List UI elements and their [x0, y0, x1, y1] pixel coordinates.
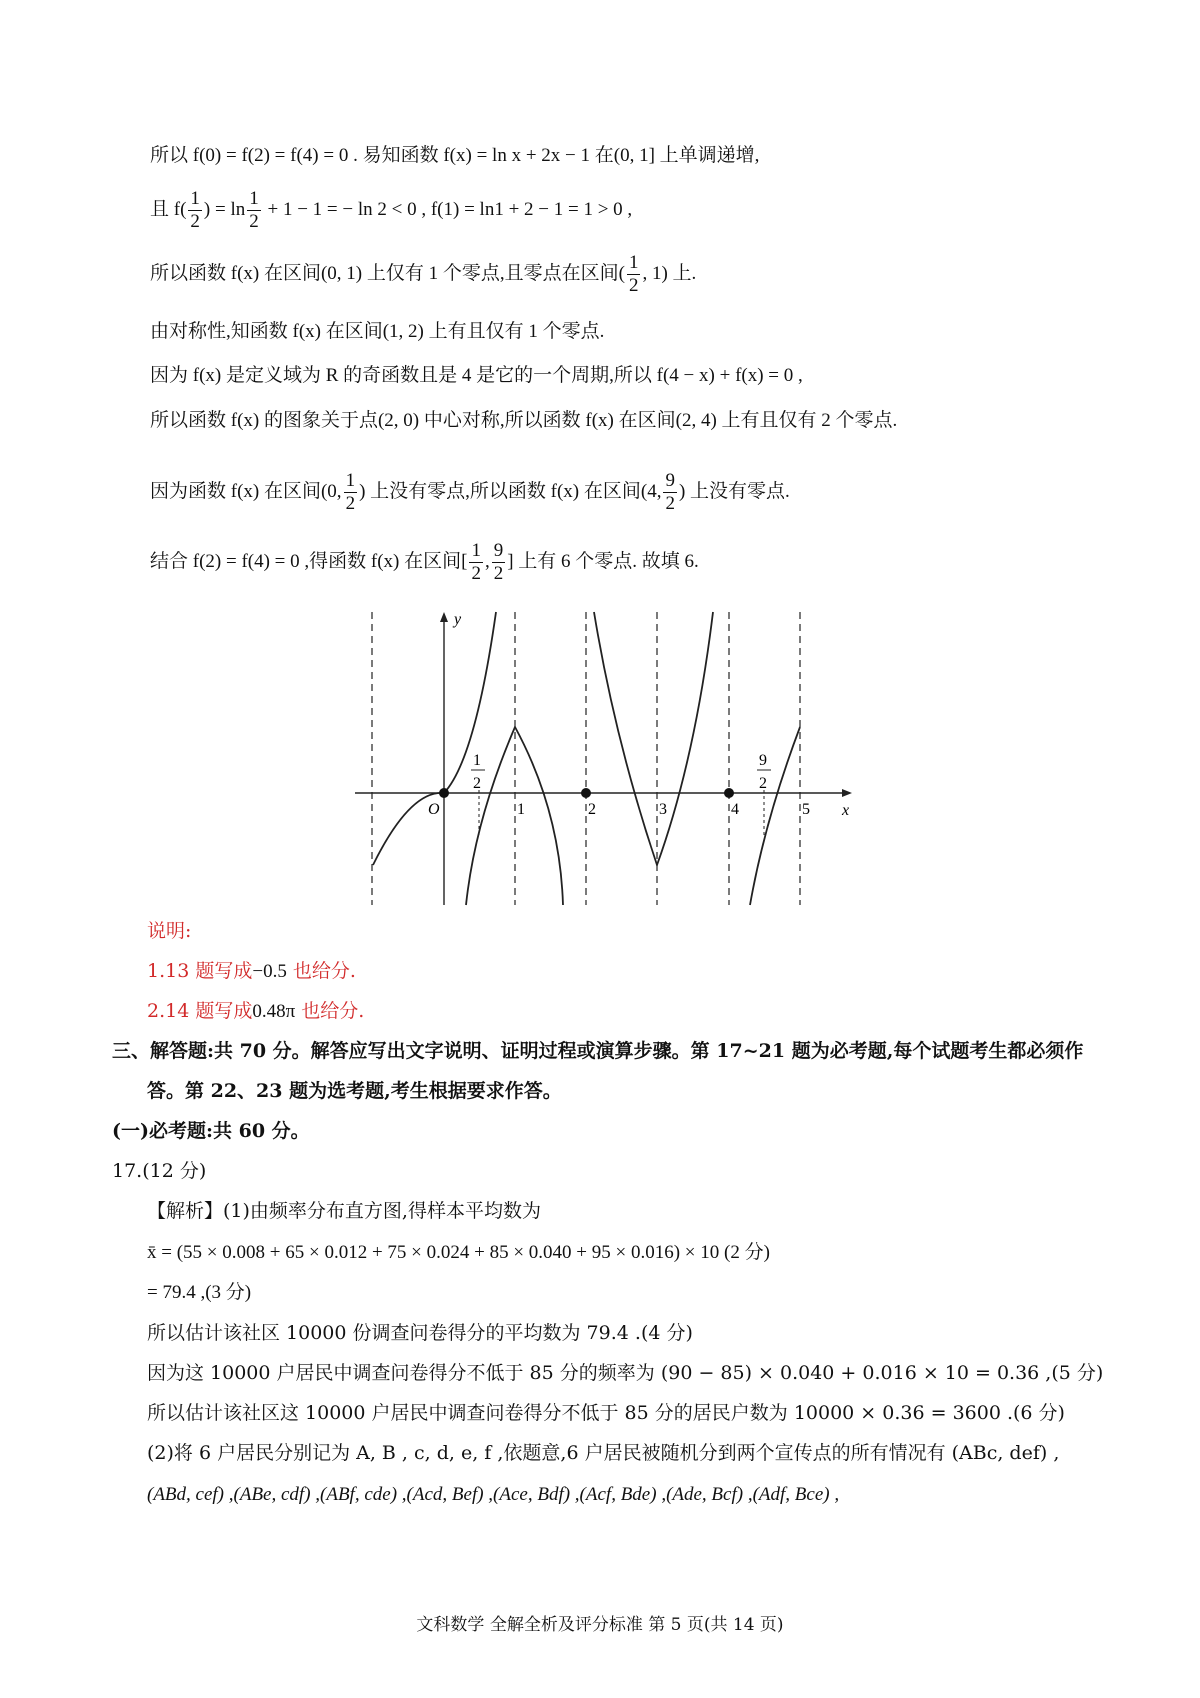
text-line-1: 所以 f(0) = f(2) = f(4) = 0 . 易知函数 f(x) = ln x + 2x − 1 在(0, 1] 上单调递增, [150, 145, 760, 166]
text-line-4: 由对称性,知函数 f(x) 在区间(1, 2) 上有且仅有 1 个零点. [150, 321, 605, 342]
x-axis-arrow [842, 789, 852, 797]
ninehalf-label-den: 2 [759, 775, 767, 792]
text-line-7 [150, 470, 790, 515]
text-segment: ) = ln [203, 198, 246, 220]
text-segment: 所以函数 f(x) 在区间(0, 1) 上仅有 1 个零点,且零点在区间( [150, 262, 625, 284]
tick-label-3: 3 [659, 801, 667, 818]
required-section-heading: (一)必考题:共 60 分。 [112, 1120, 310, 1142]
analysis-line: 【解析】(1)由频率分布直方图,得样本平均数为 [147, 1200, 541, 1222]
y-axis-label: y [454, 611, 462, 628]
fraction-half: $\frac{1}{2}$ [190, 188, 200, 232]
zero-point-0 [439, 788, 449, 798]
text-line-5: 因为 f(x) 是定义域为 R 的奇函数且是 4 是它的一个周期,所以 f(4 − x) + f(x) = 0 , [150, 365, 803, 386]
mean-result: = 79.4 ,(3 分) [147, 1282, 252, 1303]
text-line-3 [150, 252, 696, 297]
note-title: 说明: [147, 920, 192, 942]
text-segment: , 1) 上. [642, 262, 697, 284]
fraction-nine-half: $\frac{9}{2}$ [493, 540, 504, 584]
text-segment: ) 上没有零点,所以函数 f(x) 在区间(4, [359, 480, 662, 502]
asymptote-lines [372, 612, 800, 905]
tick-label-5: 5 [802, 801, 810, 818]
tick-label-2: 2 [588, 801, 596, 818]
text-segment: 且 f( [150, 198, 187, 220]
curve-branch-4 [750, 727, 800, 905]
fraction-half: $\frac{1}{2}$ [628, 252, 639, 296]
zero-point-4 [724, 788, 734, 798]
text-segment: ) 上没有零点. [678, 480, 790, 502]
section-three-heading: 三、解答题:共 70 分。解答应写出文字说明、证明过程或演算步骤。第 17~21 题为必考题,每个试题考生都必须作 [112, 1040, 1084, 1062]
question-17-label: 17.(12 分) [112, 1160, 207, 1182]
mean-equation: x̄ = (55 × 0.008 + 65 × 0.012 + 75 × 0.024 + 85 × 0.040 + 95 × 0.016) × 10 (2 分) [147, 1242, 770, 1263]
tick-label-1: 1 [517, 801, 525, 818]
text-segment: + 1 − 1 = − ln 2 < 0 , f(1) = ln1 + 2 − 1 = 1 > 0 , [262, 198, 633, 220]
solution-line-5: (ABd, cef) ,(ABe, cdf) ,(ABf, cde) ,(Acd, Bef) ,(Ace, Bdf) ,(Acf, Bde) ,(Ade, Bcf) ,(Adf, Bce) , [147, 1484, 840, 1505]
y-axis-arrow [440, 612, 448, 622]
fraction-half: $\frac{1}{2}$ [345, 470, 356, 514]
zero-point-2 [581, 788, 591, 798]
fraction-nine-half: $\frac{9}{2}$ [665, 470, 675, 514]
curve-branch-1 [373, 612, 496, 865]
text-segment: ] 上有 6 个零点. 故填 6. [507, 550, 699, 572]
tick-label-4: 4 [731, 801, 739, 818]
solution-line-1: 所以估计该社区 10000 份调查问卷得分的平均数为 79.4 .(4 分) [147, 1322, 693, 1344]
text-segment: 结合 f(2) = f(4) = 0 ,得函数 f(x) 在区间[ [150, 550, 468, 572]
origin-label: O [428, 801, 440, 818]
text-line-2 [150, 188, 632, 233]
text-line-8 [150, 540, 699, 585]
note-item-2: 2.14 题写成0.48π 也给分. [147, 1000, 365, 1022]
solution-line-3: 所以估计该社区这 10000 户居民中调查问卷得分不低于 85 分的居民户数为 10000 × 0.36 = 3600 .(6 分) [147, 1402, 1065, 1424]
section-three-heading-cont: 答。第 22、23 题为选考题,考生根据要求作答。 [147, 1080, 562, 1102]
curve-branch-3 [594, 612, 713, 865]
fraction-half: $\frac{1}{2}$ [471, 540, 481, 584]
text-line-6: 所以函数 f(x) 的图象关于点(2, 0) 中心对称,所以函数 f(x) 在区间(2, 4) 上有且仅有 2 个零点. [150, 410, 898, 431]
text-segment: 因为函数 f(x) 在区间(0, [150, 480, 342, 502]
fraction-half: $\frac{1}{2}$ [249, 188, 259, 232]
page-footer: 文科数学 全解全析及评分标准 第 5 页(共 14 页) [416, 1615, 784, 1635]
half-label-den: 2 [473, 775, 481, 792]
text-segment: , [484, 550, 490, 572]
note-item-1: 1.13 题写成−0.5 也给分. [147, 960, 356, 982]
function-graph [345, 605, 865, 910]
ninehalf-label-num: 9 [759, 752, 767, 769]
solution-line-4: (2)将 6 户居民分别记为 A, B , c, d, e, f ,依题意,6 户居民被随机分到两个宣传点的所有情况有 (ABc, def) , [147, 1442, 1060, 1464]
x-axis-label: x [842, 802, 850, 819]
solution-line-2: 因为这 10000 户居民中调查问卷得分不低于 85 分的频率为 (90 − 85) × 0.040 + 0.016 × 10 = 0.36 ,(5 分) [147, 1362, 1104, 1384]
half-label-num: 1 [473, 752, 481, 769]
